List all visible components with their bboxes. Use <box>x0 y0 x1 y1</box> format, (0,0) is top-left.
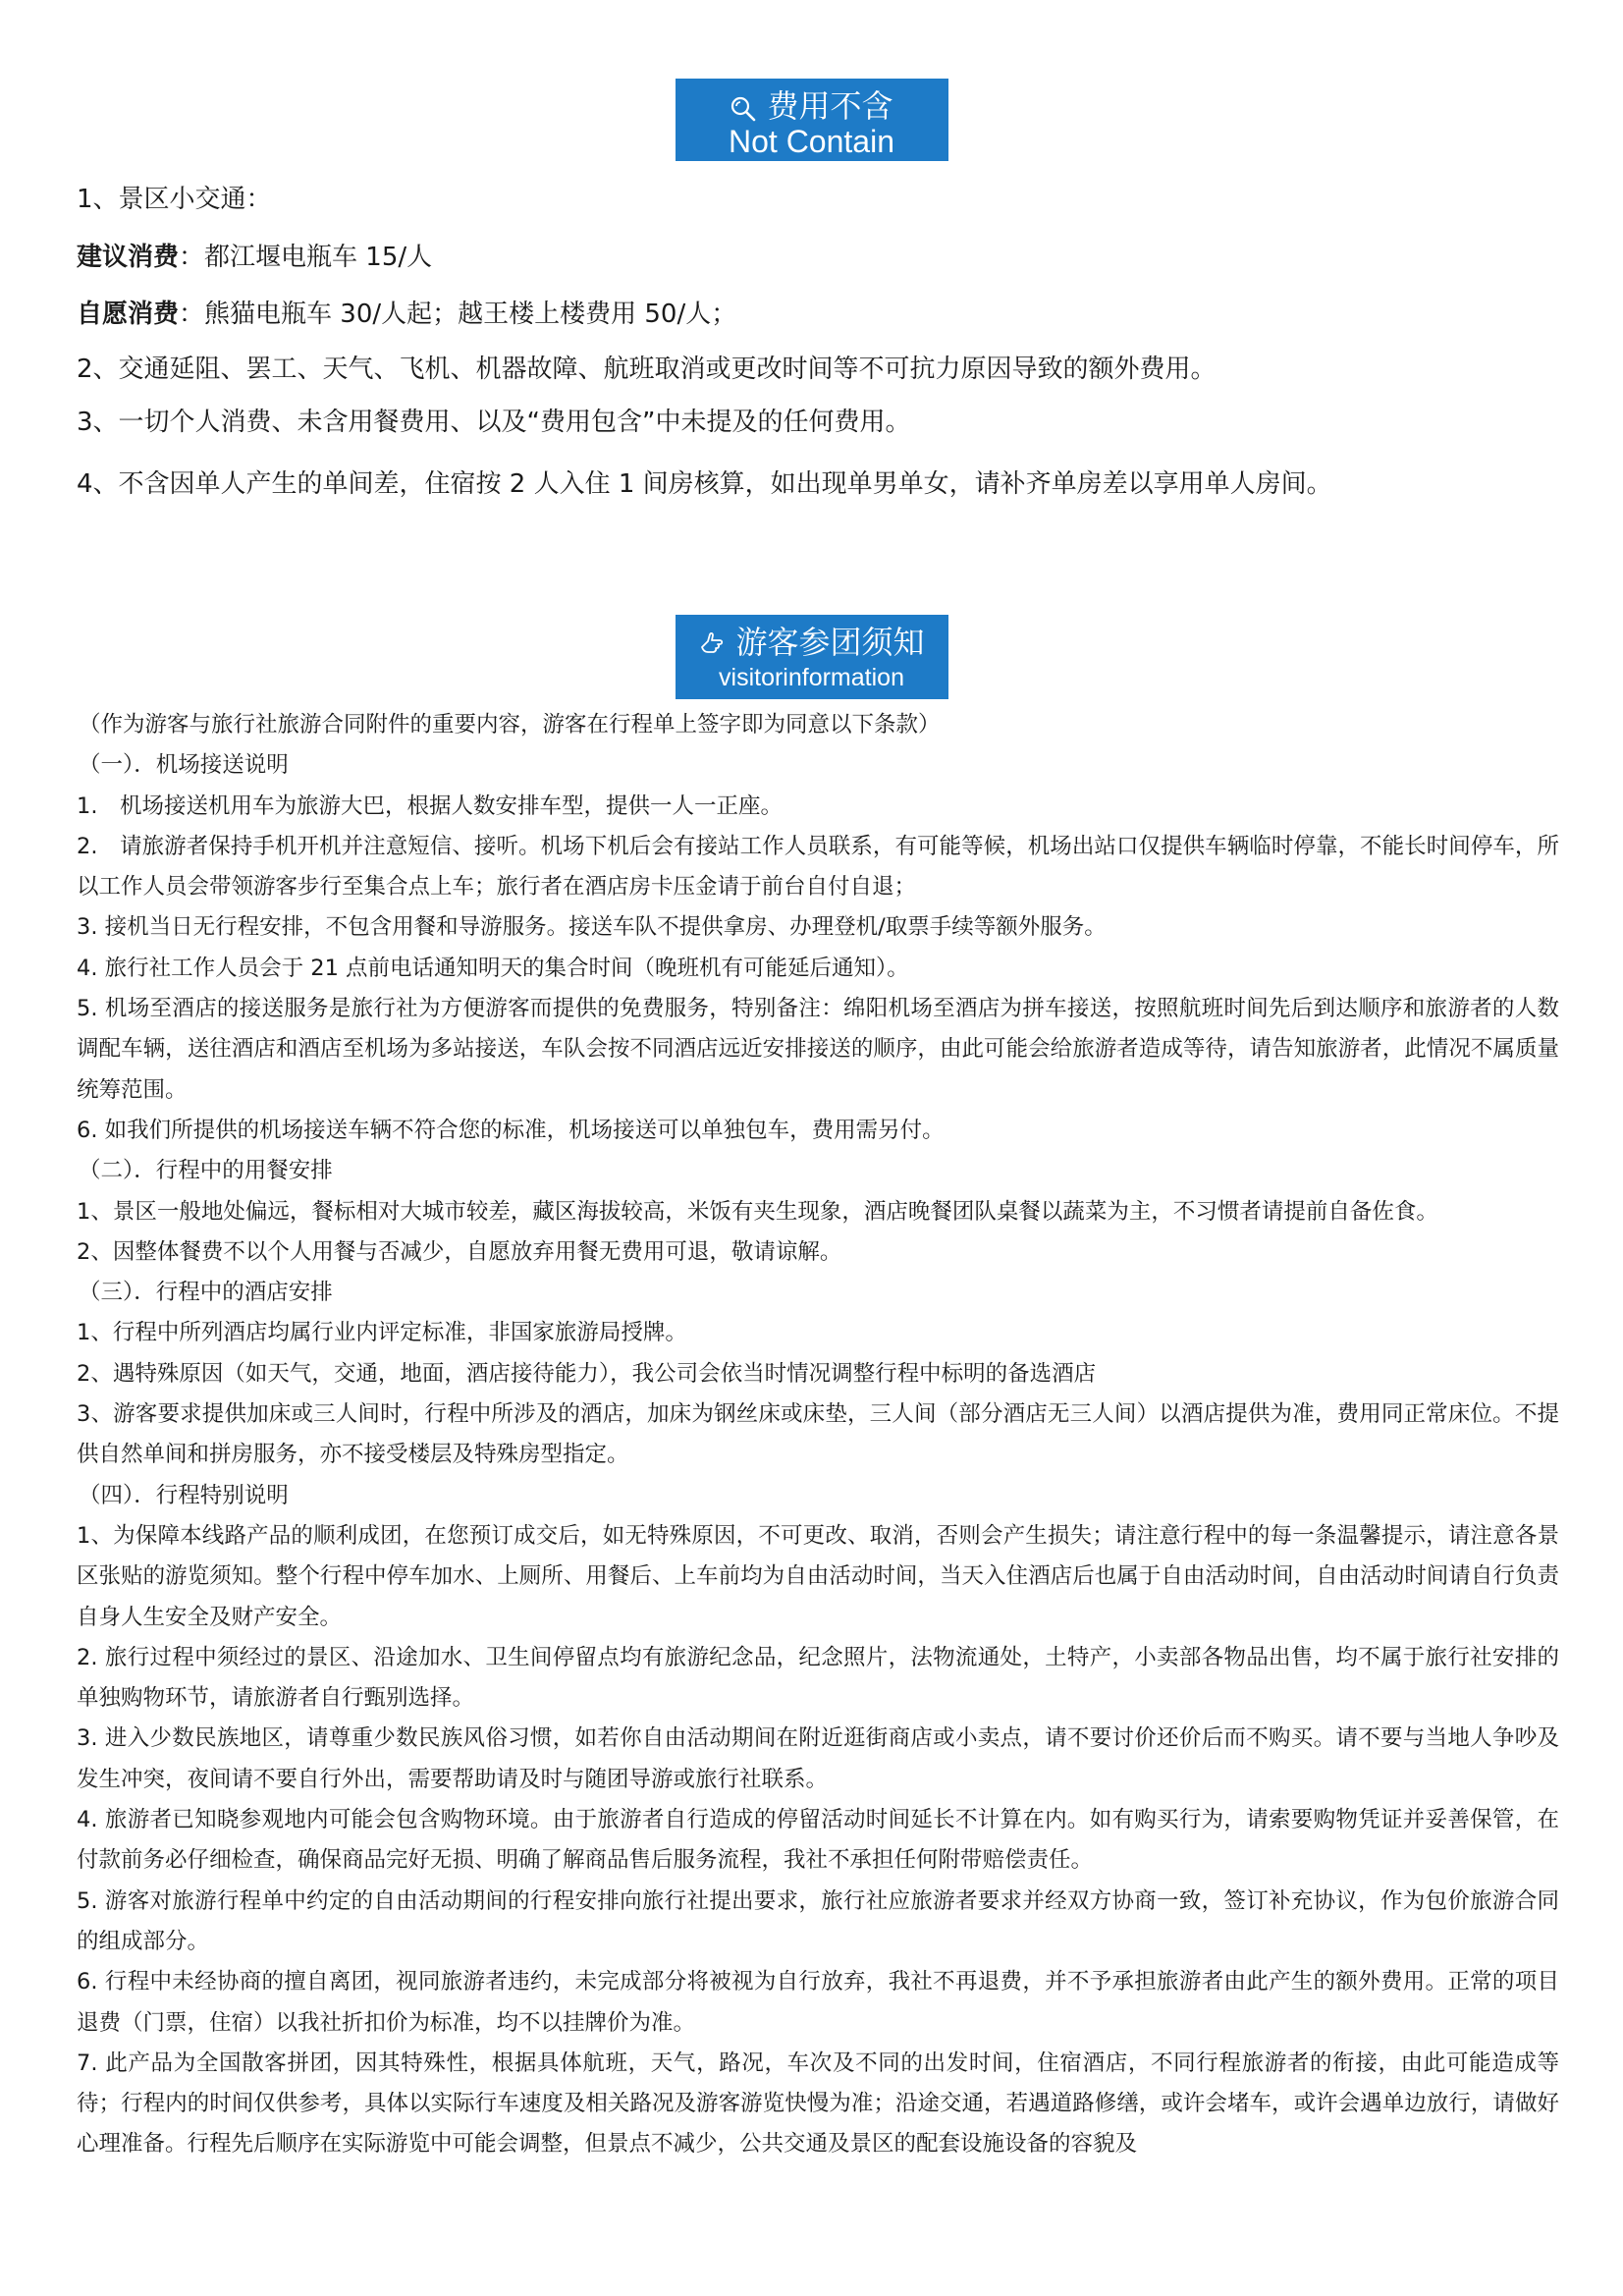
paragraph: 2、遇特殊原因（如天气，交通，地面，酒店接待能力），我公司会依当时情况调整行程中标明的备选酒店 <box>77 1360 1097 1387</box>
subsection-heading: （三）．行程中的酒店安排 <box>79 1280 333 1306</box>
subsection-heading: （四）．行程特别说明 <box>79 1482 289 1508</box>
paragraph: 3、游客要求提供加床或三人间时，行程中所涉及的酒店，加床为钢丝床或床垫，三人间（部分酒店无三人间）以酒店提供为准，费用同正常床位。不提供自然单间和拼房服务，亦不接受楼层及特殊房型指定。 <box>77 1401 1559 1468</box>
paragraph: 1、景区一般地处偏远，餐标相对大城市较差，藏区海拔较高，米饭有夹生现象，酒店晚餐团队桌餐以蔬菜为主，不习惯者请提前自备佐食。 <box>77 1198 1438 1225</box>
paragraph: 3. 进入少数民族地区，请尊重少数民族风俗习惯，如若你自由活动期间在附近逛街商店或小卖点，请不要讨价还价后而不购买。请不要与当地人争吵及发生冲突，夜间请不要自行外出，需要帮助请及时与随团导游或旅行社联系。 <box>77 1725 1559 1792</box>
item-label: 自愿消费 <box>77 300 180 329</box>
paragraph: 1、为保障本线路产品的顺利成团，在您预订成交后，如无特殊原因，不可更改、取消，否则会产生损失；请注意行程中的每一条温馨提示，请注意各景区张贴的游览须知。整个行程中停车加水、上厕所、用餐后、上车前均为自由活动时间，当天入住酒店后也属于自由活动时间，自由活动时间请自行负责自身人生安全及财产安全。 <box>77 1522 1559 1630</box>
hand-icon <box>698 629 726 656</box>
header-title-en: visitorinformation <box>719 664 904 691</box>
paragraph: 2. 旅行过程中须经过的景区、沿途加水、卫生间停留点均有旅游纪念品，纪念照片，法物流通处，土特产，小卖部各物品出售，均不属于旅行社安排的单独购物环节，请旅游者自行甄别选择。 <box>77 1644 1559 1712</box>
header-title-en: Not Contain <box>729 124 894 159</box>
paragraph: 1、行程中所列酒店均属行业内评定标准，非国家旅游局授牌。 <box>77 1320 687 1346</box>
paragraph: 6. 行程中未经协商的擅自离团，视同旅游者违约，未完成部分将被视为自行放弃，我社不再退费，并不予承担旅游者由此产生的额外费用。正常的项目退费（门票，住宿）以我社折扣价为标准，均不以挂牌价为准。 <box>77 1969 1559 2036</box>
visitor-info-body <box>77 705 1559 2165</box>
paragraph: 1. 机场接送机用车为旅游大巴，根据人数安排车型，提供一人一正座。 <box>77 793 783 819</box>
list-item: 1、景区小交通： <box>77 185 272 214</box>
paragraph: 2、因整体餐费不以个人用餐与否减少，自愿放弃用餐无费用可退，敬请谅解。 <box>77 1238 842 1265</box>
paragraph: 3. 接机当日无行程安排，不包含用餐和导游服务。接送车队不提供拿房、办理登机/取票手续等额外服务。 <box>77 914 1107 941</box>
paragraph: 5. 机场至酒店的接送服务是旅行社为方便游客而提供的免费服务，特别备注：绵阳机场至酒店为拼车接送，按照航班时间先后到达顺序和旅游者的人数调配车辆，送往酒店和酒店至机场为多站接送，车队会按不同酒店远近安排接送的顺序，由此可能会给旅游者造成等待，请告知旅游者，此情况不属质量统筹范围。 <box>77 996 1559 1103</box>
list-item: 4、不含因单人产生的单间差，住宿按 2 人入住 1 间房核算，如出现单男单女，请补齐单房差以享用单人房间。 <box>77 469 1332 499</box>
subsection-heading: （二）．行程中的用餐安排 <box>79 1158 333 1184</box>
paragraph: 5. 游客对旅游行程单中约定的自由活动期间的行程安排向旅行社提出要求，旅行社应旅游者要求并经双方协商一致，签订补充协议，作为包价旅游合同的组成部分。 <box>77 1887 1559 1954</box>
search-icon <box>730 92 757 120</box>
paragraph: （作为游客与旅行社旅游合同附件的重要内容，游客在行程单上签字即为同意以下条款） <box>79 712 941 738</box>
paragraph: 4. 旅行社工作人员会于 21 点前电话通知明天的集合时间（晚班机有可能延后通知）。 <box>77 955 909 981</box>
subsection-heading: （一）．机场接送说明 <box>79 752 289 779</box>
paragraph: 4. 旅游者已知晓参观地内可能会包含购物环境。由于旅游者自行造成的停留活动时间延长不计算在内。如有购买行为，请索要购物凭证并妥善保管，在付款前务必仔细检查，确保商品完好无损、明确了解商品售后服务流程，我社不承担任何附带赔偿责任。 <box>77 1807 1559 1874</box>
paragraph: 6. 如我们所提供的机场接送车辆不符合您的标准，机场接送可以单独包车，费用需另付。 <box>77 1117 945 1143</box>
list-item: 自愿消费：熊猫电瓶车 30/人起；越王楼上楼费用 50/人； <box>77 300 737 329</box>
item-label: 建议消费 <box>77 243 180 272</box>
list-item: 2、交通延阻、罢工、天气、飞机、机器故障、航班取消或更改时间等不可抗力原因导致的额外费用。 <box>77 355 1217 384</box>
list-item: 建议消费：都江堰电瓶车 15/人 <box>77 243 433 272</box>
not-contain-header <box>676 79 948 161</box>
paragraph: 7. 此产品为全国散客拼团，因其特殊性，根据具体航班，天气，路况，车次及不同的出发时间，住宿酒店，不同行程旅游者的衔接，由此可能造成等待；行程内的时间仅供参考，具体以实际行车速度及相关路况及游客游览快慢为准；沿途交通，若遇道路修缮，或许会堵车，或许会遇单边放行，请做好心理准备。行程先后顺序在实际游览中可能会调整，但景点不减少，公共交通及景区的配套设施设备的容貌及 <box>77 2050 1559 2158</box>
paragraph: 2. 请旅游者保持手机开机并注意短信、接听。机场下机后会有接站工作人员联系，有可能等候，机场出站口仅提供车辆临时停靠，不能长时间停车，所以工作人员会带领游客步行至集合点上车；旅行者在酒店房卡压金请于前台自付自退； <box>77 833 1559 901</box>
list-item: 3、一切个人消费、未含用餐费用、以及“费用包含”中未提及的任何费用。 <box>77 408 911 437</box>
visitor-info-header <box>676 615 948 699</box>
header-title-cn: 费用不含 <box>767 87 893 125</box>
header-title-cn: 游客参团须知 <box>735 624 925 661</box>
